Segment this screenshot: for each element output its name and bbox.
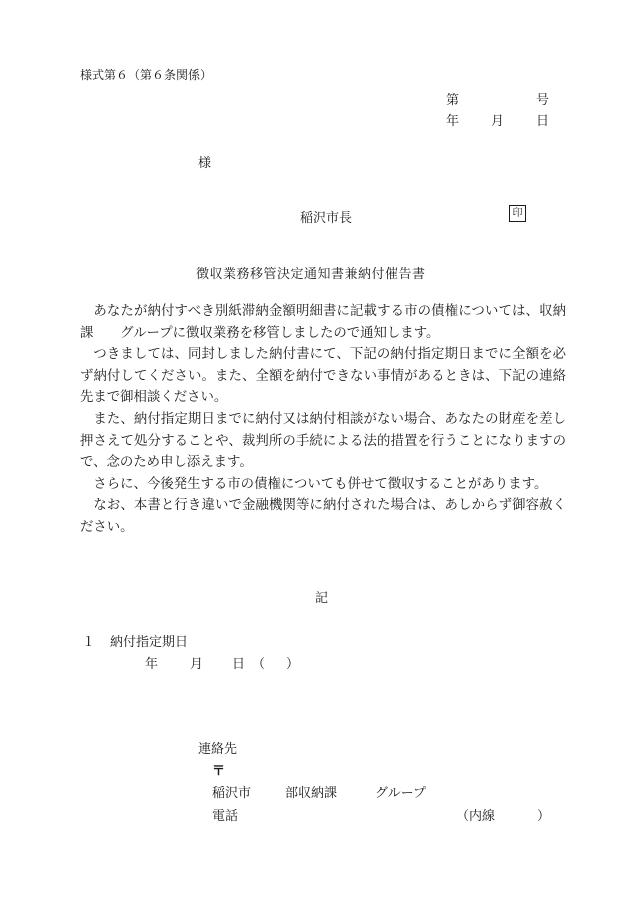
date-day: 日: [536, 114, 550, 129]
contact-phone: 電話: [212, 809, 239, 824]
sender-mayor: 稲沢市長: [300, 211, 353, 226]
addressee-honorific: 様: [198, 156, 212, 171]
document-number-prefix: 第: [446, 93, 460, 108]
form-number: 様式第６（第６条関係）: [80, 68, 213, 82]
paragraph-2: つきましては、同封しました納付書にて、下記の納付指定期日までに全額を必ず納付してください。また、全額を納付できない事情があるときは、下記の連絡先まで御相談ください。: [80, 347, 566, 406]
paragraph-5: なお、本書と行き違いで金融機関等に納付された場合は、あしからず御容赦ください。: [80, 498, 566, 535]
due-date-year: 年: [145, 657, 159, 672]
document-title: 徴収業務移管決定通知書兼納付催告書: [196, 267, 426, 282]
seal-icon: 印: [509, 205, 526, 222]
postal-mark: 〒: [212, 764, 226, 779]
contact-label: 連絡先: [198, 742, 238, 757]
item-1-number: １: [82, 635, 96, 650]
paragraph-4: さらに、今後発生する市の債権についても併せて徴収することがあります。: [93, 476, 548, 492]
due-date-month: 月: [190, 657, 204, 672]
document-number-suffix: 号: [536, 93, 550, 108]
item-1-label: 納付指定期日: [110, 635, 189, 650]
contact-extension-open: （内線: [456, 809, 496, 824]
date-month: 月: [491, 114, 505, 129]
due-date-weekday: （ ）: [252, 657, 304, 672]
contact-extension-close: ）: [537, 809, 551, 824]
paragraph-1: あなたが納付すべき別紙滞納金額明細書に記載する市の債権については、収納課 グループに徴収業務を移管しましたので通知します。: [80, 304, 566, 341]
body-text: [80, 301, 566, 539]
contact-group: グループ: [375, 786, 426, 801]
contact-department: 部収納課: [285, 786, 338, 801]
due-date-day: 日: [232, 657, 246, 672]
date-year: 年: [446, 114, 460, 129]
contact-city: 稲沢市: [212, 786, 252, 801]
paragraph-3: また、納付指定期日までに納付又は納付相談がない場合、あなたの財産を差し押さえて処分することや、裁判所の手続による法的措置を行うことになりますので、念のため申し添えます。: [80, 411, 566, 471]
ki-heading: 記: [315, 591, 329, 606]
